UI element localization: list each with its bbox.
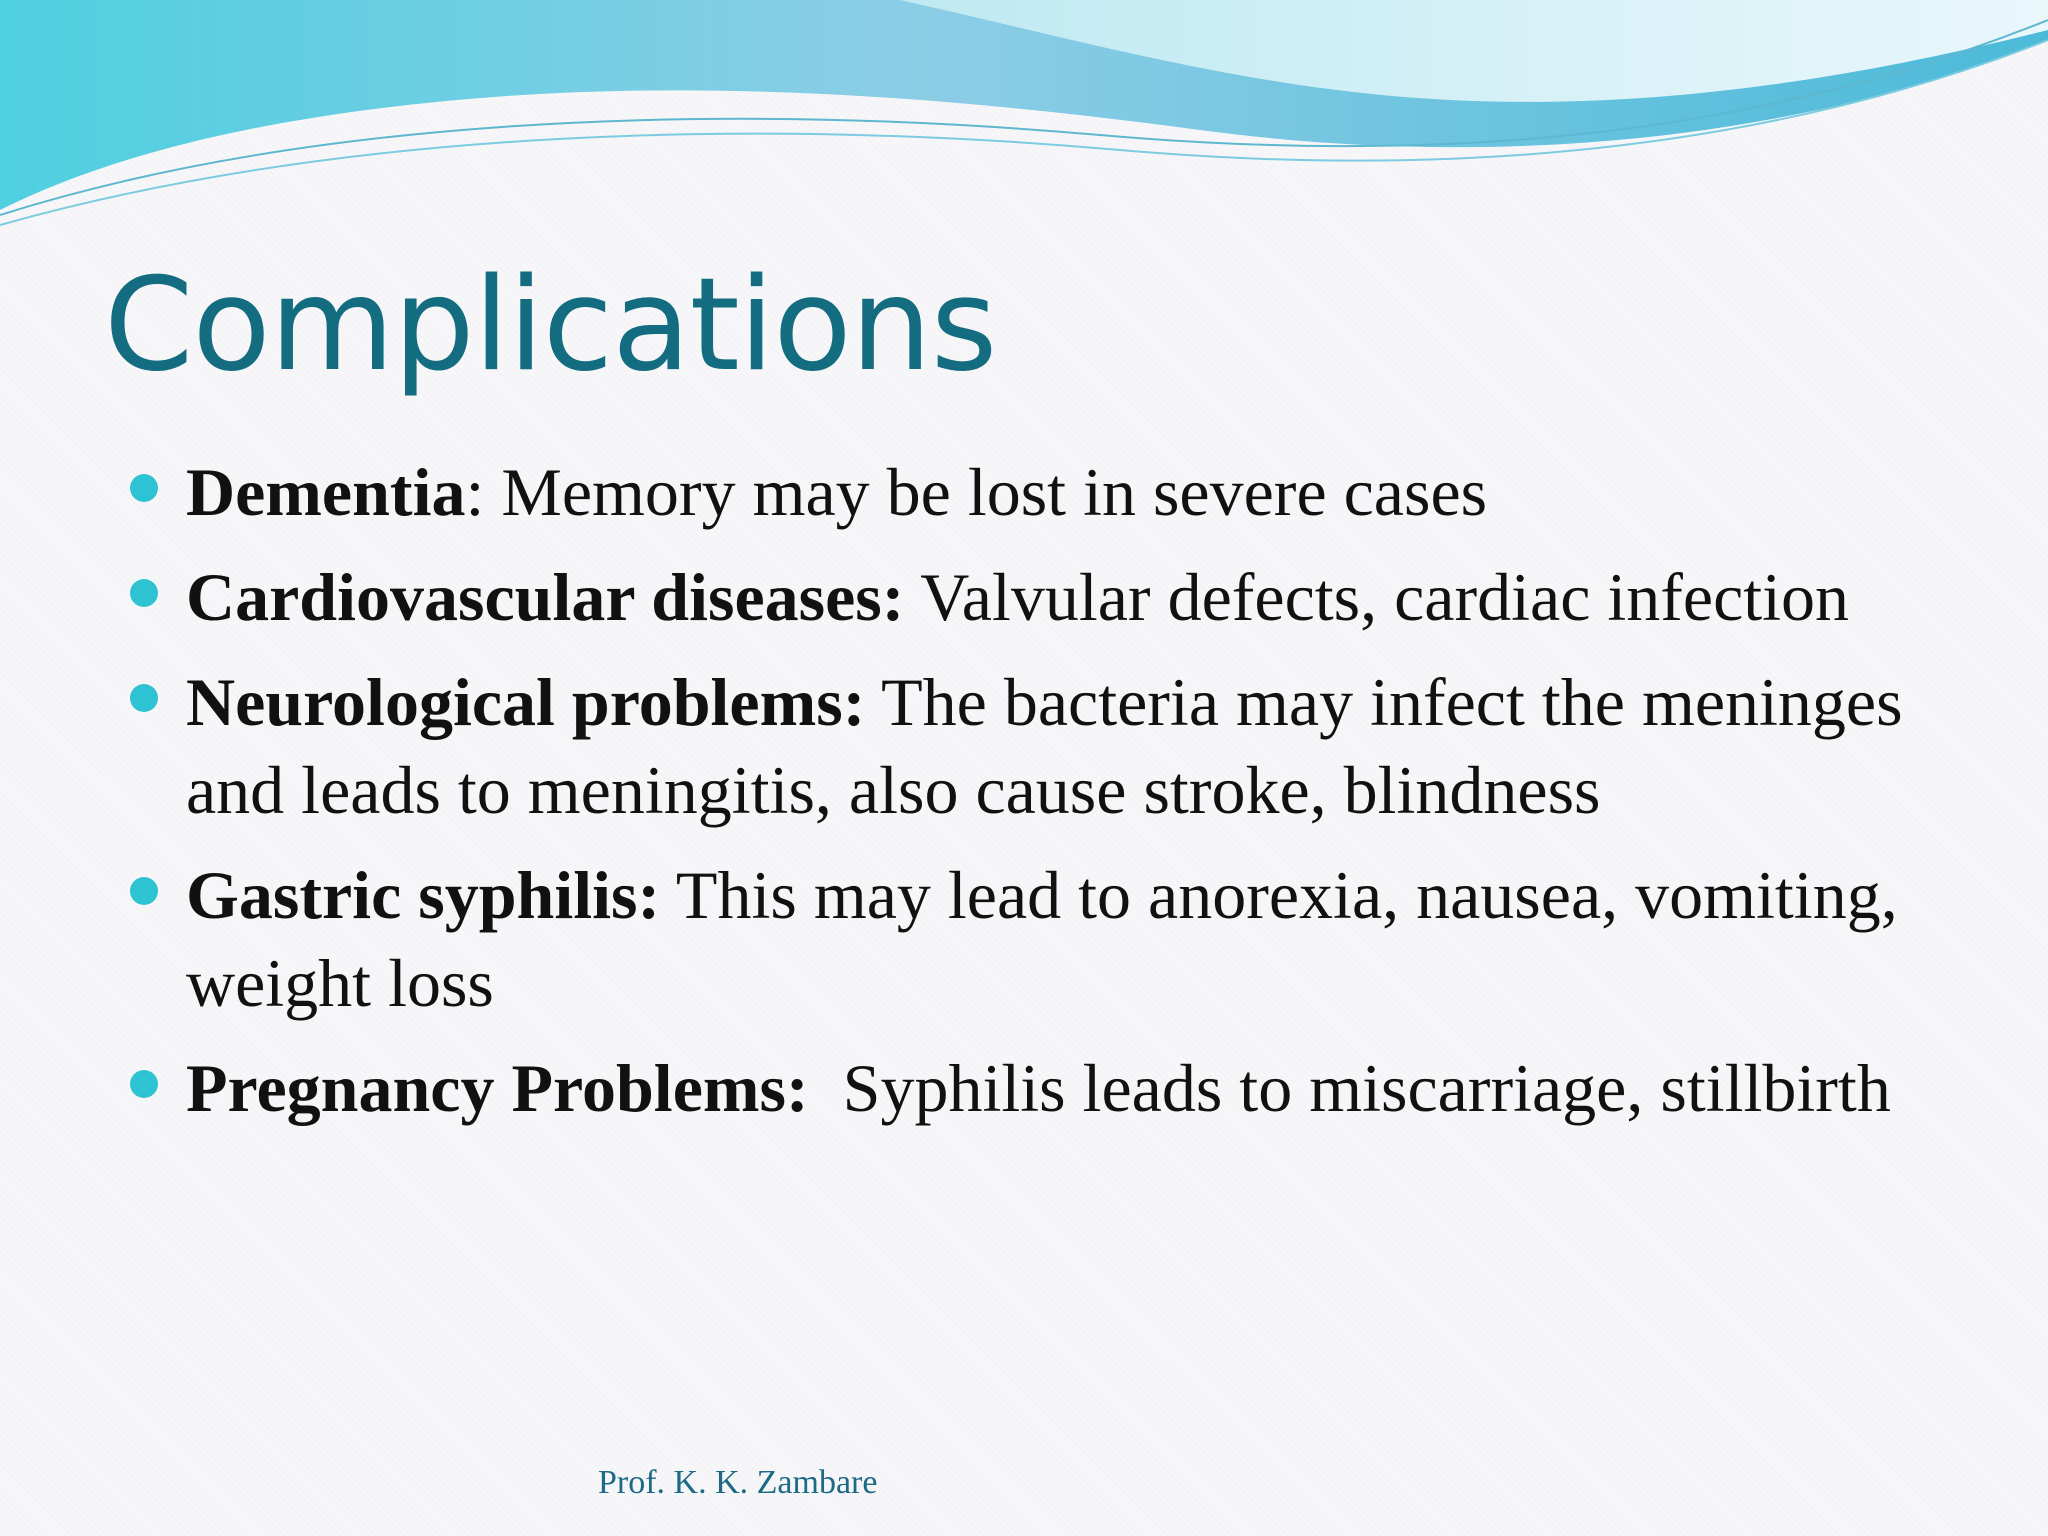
bullet-item — [130, 1044, 1930, 1132]
bullet-separator — [660, 857, 676, 933]
header-wave-decoration — [0, 0, 2048, 240]
bullet-separator — [809, 1050, 843, 1126]
bullet-term: Cardiovascular diseases: — [186, 559, 905, 635]
bullet-text: This may lead to anorexia, nausea, vomiting, weight loss — [186, 857, 1898, 1021]
bullet-separator: : — [465, 454, 502, 530]
bullet-item — [130, 658, 1930, 834]
bullet-item — [130, 448, 1930, 536]
bullet-dot-icon — [130, 684, 158, 712]
slide-title: Complications — [104, 251, 997, 400]
bullet-item — [130, 851, 1930, 1027]
footer-author: Prof. K. K. Zambare — [598, 1464, 878, 1501]
bullet-term: Dementia — [186, 454, 466, 530]
bullet-text: Syphilis leads to miscarriage, stillbirth — [842, 1050, 1891, 1126]
bullet-dot-icon — [130, 474, 158, 502]
bullet-term: Neurological problems: — [186, 664, 866, 740]
bullet-text: Valvular defects, cardiac infection — [920, 559, 1850, 635]
bullet-text: The bacteria may infect the meninges and leads to meningitis, also cause stroke, blindness — [186, 664, 1903, 828]
bullet-term: Pregnancy Problems: — [186, 1050, 809, 1126]
bullet-list — [130, 448, 1930, 1149]
bullet-dot-icon — [130, 1070, 158, 1098]
bullet-term: Gastric syphilis: — [186, 857, 661, 933]
bullet-dot-icon — [130, 579, 158, 607]
bullet-separator — [865, 664, 881, 740]
bullet-separator — [904, 559, 920, 635]
bullet-dot-icon — [130, 877, 158, 905]
bullet-text: Memory may be lost in severe cases — [501, 454, 1488, 530]
bullet-item — [130, 553, 1930, 641]
